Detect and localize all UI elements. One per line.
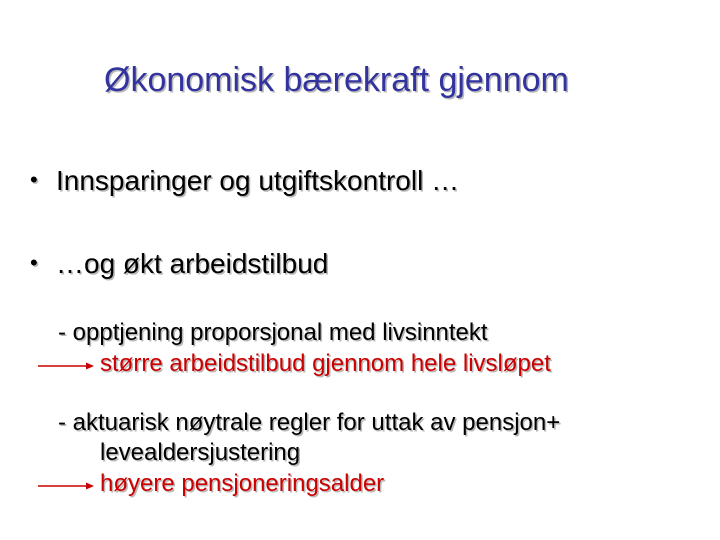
slide-title: Økonomisk bærekraft gjennom bbox=[104, 61, 569, 99]
bullet-marker: • bbox=[30, 250, 38, 275]
bullet-item bbox=[30, 162, 459, 199]
arrow-right-icon bbox=[38, 481, 94, 491]
bullet-marker: • bbox=[30, 167, 38, 192]
result-text: større arbeidstilbud gjennom hele livsløpet bbox=[100, 350, 551, 377]
sub-point-continuation: levealdersjustering bbox=[100, 439, 301, 466]
arrow-right-icon bbox=[38, 361, 94, 371]
result-text: høyere pensjoneringsalder bbox=[100, 470, 385, 497]
bullet-text: Innsparinger og utgiftskontroll … bbox=[56, 165, 460, 196]
sub-point-text: - aktuarisk nøytrale regler for uttak av pensjon+ bbox=[58, 409, 561, 436]
bullet-item bbox=[30, 245, 328, 282]
bullet-text: …og økt arbeidstilbud bbox=[56, 248, 329, 279]
sub-point-text: - opptjening proporsjonal med livsinntekt bbox=[58, 319, 488, 346]
